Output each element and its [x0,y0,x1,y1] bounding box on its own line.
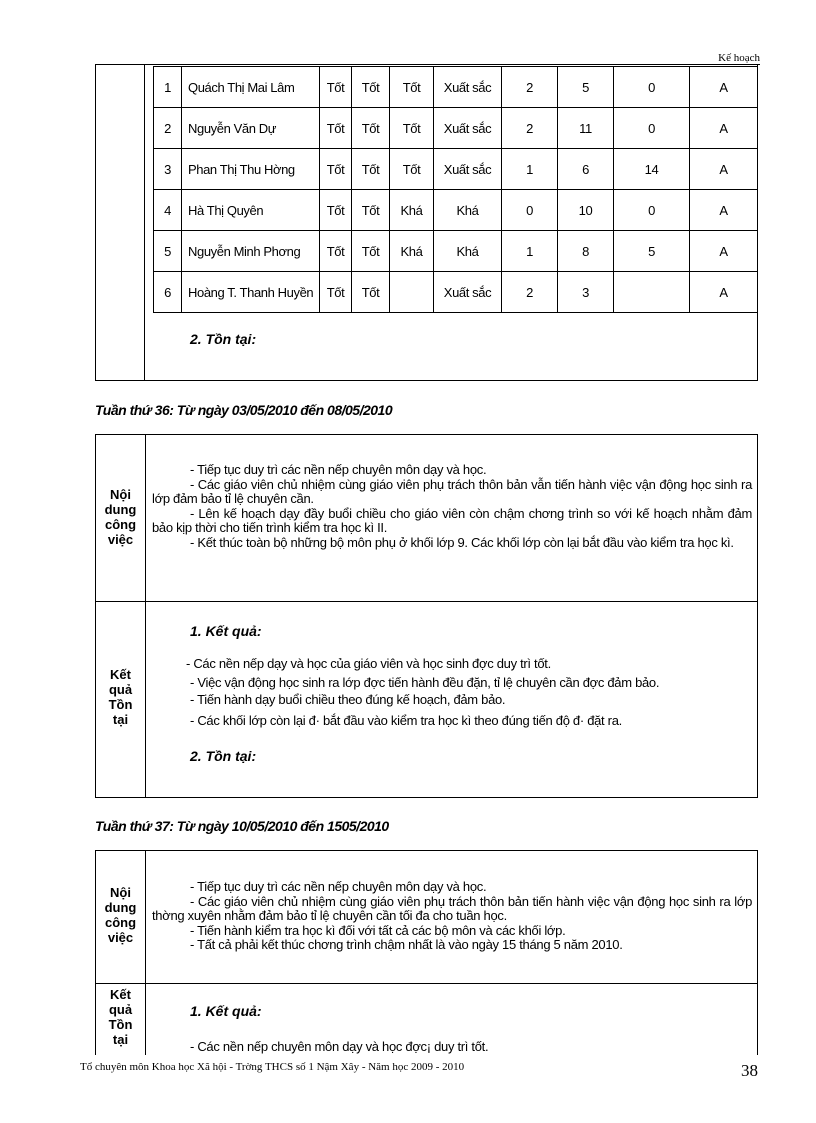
week36-noi-dung-label: Nội dung công việc [104,487,137,547]
table-cell: Tốt [352,108,390,149]
table-cell: Tốt [320,272,352,313]
table-cell: 0 [614,190,690,231]
table-cell: 1 [502,149,558,190]
table-cell: 5 [614,231,690,272]
table-cell: Tốt [390,149,434,190]
table-cell: Khá [434,190,502,231]
table-cell: 1 [154,67,182,108]
week36-result-3: - Tiến hành dạy buổi chiều theo đúng kế hoạch, đảm bảo. [190,692,506,707]
table-cell [390,272,434,313]
table-cell: 0 [502,190,558,231]
table-cell: 3 [154,149,182,190]
table-cell: Xuất sắc [434,149,502,190]
results-table [153,66,758,313]
table-cell: A [690,272,758,313]
table-cell: Tốt [320,231,352,272]
table-cell: Tốt [352,190,390,231]
table-cell: A [690,149,758,190]
table-cell: Nguyễn Minh Phơng [182,231,320,272]
week37-table [95,850,758,1055]
week36-task-3: - Lên kế hoạch dạy đầy buổi chiều cho giáo viên còn chậm chơng trình so với kế hoạch nhằm đảm bảo kịp thời cho tiến trình kiểm tra học kì II. [152,505,752,535]
table-row [154,67,758,108]
week36-task-1: - Tiếp tục duy trì các nền nếp chuyên môn dạy và học. [190,462,487,477]
week36-ton-tai-heading: 2. Tồn tại: [190,748,257,764]
week37-divider-h [96,983,757,984]
table-row [154,190,758,231]
week37-task-4: - Tất cả phải kết thúc chơng trình chậm nhất là vào ngày 15 tháng 5 năm 2010. [190,937,623,952]
table-cell: 2 [502,272,558,313]
week37-result-1: - Các nền nếp chuyên môn dạy và học đợc¡ duy trì tốt. [190,1039,489,1054]
table-cell: Khá [390,231,434,272]
table-cell: A [690,190,758,231]
table-cell: Quách Thị Mai Lâm [182,67,320,108]
table-cell: A [690,231,758,272]
table-row [154,149,758,190]
page-number: 38 [741,1061,758,1080]
week37-ket-qua-label: Kết quả Tồn tại [108,987,133,1047]
document-header: Kế hoạch [718,52,760,64]
table-cell: 11 [558,108,614,149]
week37-title: Tuần thứ 37: Từ ngày 10/05/2010 đến 1505/2010 [95,818,389,834]
table-cell: 6 [558,149,614,190]
table-cell: Xuất sắc [434,272,502,313]
week36-title: Tuần thứ 36: Từ ngày 03/05/2010 đến 08/05/2010 [95,402,393,418]
table-cell: 6 [154,272,182,313]
week36-divider-h [96,601,757,602]
table-cell: 10 [558,190,614,231]
week37-task-2: - Các giáo viên chủ nhiệm cùng giáo viên phụ trách thôn bản tiến hành việc vận động học sinh ra lớp thờng xuyên nhằm đảm bảo tỉ lệ chuyên cần tối đa cho tuần học. [152,893,752,923]
week36-task-4: - Kết thúc toàn bộ những bộ môn phụ ở khối lớp 9. Các khối lớp còn lại bắt đầu vào kiểm tra học kì. [190,534,734,550]
table-cell: Tốt [390,108,434,149]
table-cell: 2 [154,108,182,149]
table-cell: Tốt [320,190,352,231]
table-cell: Hà Thị Quyên [182,190,320,231]
week36-ket-qua-heading: 1. Kết quả: [190,623,262,639]
table-cell: 2 [502,108,558,149]
week37-divider-v [145,851,146,1055]
table-cell: 2 [502,67,558,108]
table-cell: A [690,67,758,108]
week36-result-2: - Việc vận động học sinh ra lớp đợc tiến hành đều đặn, tỉ lệ chuyên cần đợc đảm bảo. [190,675,660,690]
table-cell: Tốt [352,272,390,313]
week37-noi-dung-label: Nội dung công việc [104,885,137,945]
week36-noi-dung [152,463,752,550]
table-cell: Tốt [352,67,390,108]
week37-task-1: - Tiếp tục duy trì các nền nếp chuyên môn dạy và học. [190,879,487,894]
week37-task-3: - Tiến hành kiểm tra học kì đối với tất cả các bộ môn và các khối lớp. [190,922,566,938]
table-cell: A [690,108,758,149]
results-ton-tai-heading: 2. Tồn tại: [190,331,257,347]
table-cell: Tốt [352,149,390,190]
table-cell: Khá [434,231,502,272]
table-cell: Tốt [352,231,390,272]
table-cell: 0 [614,108,690,149]
table-cell: 0 [614,67,690,108]
table-cell: 3 [558,272,614,313]
table-cell: Tốt [320,67,352,108]
week36-divider-v [145,435,146,797]
table-row [154,272,758,313]
table-cell [614,272,690,313]
table-cell: Xuất sắc [434,67,502,108]
table-cell: 1 [502,231,558,272]
table-cell: 14 [614,149,690,190]
week36-result-4: - Các khối lớp còn lại đ· bắt đầu vào kiểm tra học kì theo đúng tiến độ đ· đặt ra. [190,713,622,728]
footer-text: Tổ chuyên môn Khoa học Xã hội - Trờng THCS số 1 Nậm Xây - Năm học 2009 - 2010 [80,1061,465,1073]
table-row [154,231,758,272]
table-cell: 5 [558,67,614,108]
table-row [154,108,758,149]
week36-task-2: - Các giáo viên chủ nhiệm cùng giáo viên phụ trách thôn bản vẫn tiến hành việc vận động học sinh ra lớp đảm bảo tỉ lệ chuyên cần. [152,476,752,506]
table-cell: 4 [154,190,182,231]
table-cell: Khá [390,190,434,231]
table-cell: Tốt [320,108,352,149]
results-frame-divider [144,64,145,381]
week36-ket-qua-label: Kết quả Tồn tại [108,667,133,727]
table-cell: 5 [154,231,182,272]
week36-table [95,434,758,798]
table-cell: Phan Thị Thu Hờng [182,149,320,190]
week37-ket-qua-heading: 1. Kết quả: [190,1003,262,1019]
table-cell: Tốt [320,149,352,190]
table-cell: Xuất sắc [434,108,502,149]
table-cell: Tốt [390,67,434,108]
table-cell: Hoàng T. Thanh Huyền [182,272,320,313]
table-cell: Nguyễn Văn Dự [182,108,320,149]
table-cell: 8 [558,231,614,272]
week36-result-1: - Các nền nếp dạy và học của giáo viên và học sinh đợc duy trì tốt. [186,656,551,671]
week37-noi-dung [152,880,752,953]
